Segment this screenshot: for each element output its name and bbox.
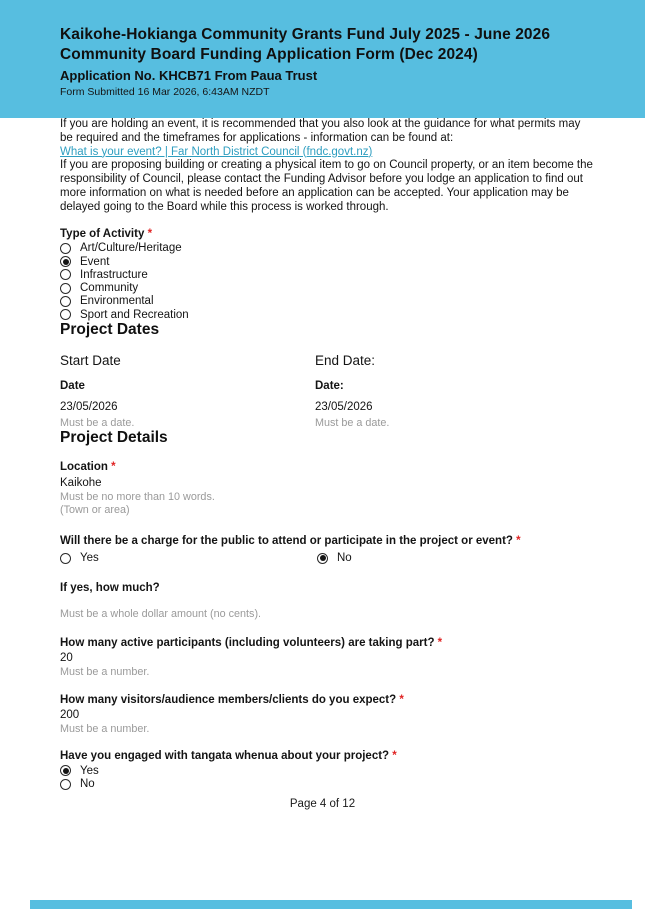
radio-option[interactable] (60, 281, 593, 294)
visitors-field (60, 693, 593, 736)
form-body (0, 118, 645, 791)
form-title: Kaikohe-Hokianga Community Grants Fund July 2025 - June 2026 Community Board Funding Application Form (Dec 2024) (60, 26, 551, 63)
radio-icon[interactable] (60, 283, 71, 294)
radio-option[interactable] (317, 551, 574, 564)
radio-option-label: No (337, 552, 352, 564)
required-asterisk: * (516, 535, 521, 548)
radio-icon[interactable] (60, 779, 71, 790)
required-asterisk: * (437, 637, 443, 650)
radio-option-label: Infrastructure (80, 268, 148, 281)
form-submitted-timestamp: Form Submitted 16 Mar 2026, 6:43AM NZDT (60, 85, 270, 98)
charge-question-options (60, 551, 593, 564)
radio-option[interactable] (60, 268, 593, 281)
page-number: Page 4 of 12 (289, 797, 356, 810)
radio-option[interactable] (60, 242, 593, 255)
type-of-activity-field (60, 227, 593, 322)
form-header (0, 0, 645, 118)
radio-option[interactable] (60, 764, 593, 777)
radio-icon[interactable] (60, 256, 71, 267)
location-value: Kaikohe (60, 476, 102, 489)
tangata-whenua-label (60, 749, 575, 763)
required-asterisk: * (392, 750, 397, 763)
radio-icon[interactable] (317, 553, 328, 564)
council-property-paragraph: If you are proposing building or creating a physical item to go on Council property, or an item become the responsibility of Council, please contact the Funding Advisor before you lodge an application to find out more information on what is needed before an application can be accepted. Your application may be delayed going to the Board while this process is worked through. (60, 159, 593, 213)
radio-icon[interactable] (60, 309, 71, 320)
type-of-activity-label-text: Type of Activity (60, 227, 145, 240)
end-date-hint: Must be a date. (315, 416, 390, 429)
radio-icon[interactable] (60, 243, 71, 254)
type-of-activity-label (60, 227, 575, 241)
participants-label (60, 636, 575, 650)
how-much-hint: Must be a whole dollar amount (no cents). (60, 607, 262, 620)
radio-option[interactable] (60, 295, 593, 308)
type-of-activity-options (60, 242, 593, 322)
project-details-heading: Project Details (60, 429, 168, 447)
start-date-field-label: Date (60, 380, 85, 393)
start-date-hint: Must be a date. (60, 416, 135, 429)
event-guidance-link-line (60, 146, 593, 160)
charge-question-label (60, 534, 575, 548)
start-date-title: Start Date (60, 353, 121, 369)
visitors-hint: Must be a number. (60, 722, 150, 735)
end-date-value: 23/05/2026 (315, 401, 373, 414)
radio-option-label: Yes (80, 552, 99, 564)
required-asterisk: * (147, 227, 153, 240)
location-hint-words: Must be no more than 10 words. (60, 491, 215, 504)
radio-option-label: Environmental (80, 295, 154, 308)
radio-option-label: Event (80, 255, 110, 268)
project-dates-grid (60, 353, 593, 429)
radio-icon[interactable] (60, 765, 71, 776)
radio-option-label: Art/Culture/Heritage (80, 242, 182, 255)
required-asterisk: * (399, 693, 404, 706)
start-date-column (60, 353, 315, 429)
start-date-value: 23/05/2026 (60, 401, 118, 414)
location-label (60, 460, 575, 474)
radio-icon[interactable] (60, 296, 71, 307)
bottom-accent-bar (30, 900, 632, 909)
participants-label-text: How many active participants (including volunteers) are taking part? (60, 637, 435, 650)
radio-option-label: No (80, 778, 95, 791)
project-dates-heading: Project Dates (60, 321, 160, 339)
location-hint-town: (Town or area) (60, 503, 130, 516)
required-asterisk: * (111, 461, 116, 474)
tangata-whenua-field (60, 749, 593, 791)
radio-option-label: Yes (80, 764, 99, 777)
radio-option[interactable] (60, 255, 593, 268)
how-much-label: If yes, how much? (60, 581, 160, 594)
participants-field (60, 636, 593, 679)
radio-icon[interactable] (60, 269, 71, 280)
radio-icon[interactable] (60, 553, 71, 564)
end-date-field-label: Date: (315, 380, 344, 393)
radio-option[interactable] (60, 777, 593, 790)
tangata-whenua-label-text: Have you engaged with tangata whenua about your project? (60, 750, 390, 763)
location-field (60, 460, 593, 516)
application-number: Application No. KHCB71 From Paua Trust (60, 67, 318, 83)
radio-option-label: Community (80, 282, 139, 295)
location-label-text: Location (60, 461, 108, 474)
tangata-whenua-options (60, 764, 593, 791)
radio-option[interactable] (60, 551, 317, 564)
visitors-label-text: How many visitors/audience members/clients do you expect? (60, 693, 397, 706)
radio-option-label: Sport and Recreation (80, 308, 189, 321)
radio-option[interactable] (60, 308, 593, 321)
end-date-column (315, 353, 570, 429)
participants-hint: Must be a number. (60, 666, 150, 679)
charge-question-field (60, 534, 593, 564)
participants-value: 20 (60, 652, 73, 665)
event-guidance-link[interactable]: What is your event? | Far North District Council (fndc.govt.nz) (60, 145, 373, 158)
event-guidance-paragraph: If you are holding an event, it is recommended that you also look at the guidance for what permits may be required and the timeframes for applications - information can be found at: (60, 118, 581, 144)
visitors-label (60, 693, 575, 707)
charge-question-label-text: Will there be a charge for the public to attend or participate in the project or event? (60, 535, 513, 548)
visitors-value: 200 (60, 708, 80, 721)
end-date-title: End Date: (315, 353, 376, 369)
